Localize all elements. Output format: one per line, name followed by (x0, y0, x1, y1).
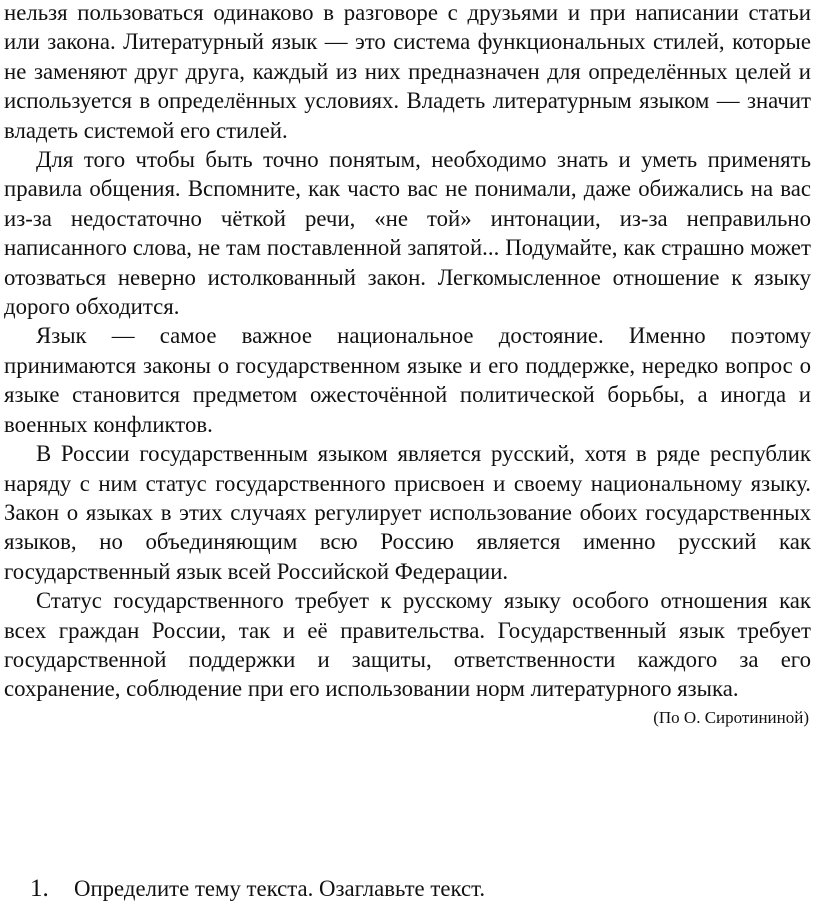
paragraph-2: Для того чтобы быть точно понятым, необходимо знать и уметь применять правила общения. Вспомните, как часто вас не понимали, даже обижались на вас из-за недостаточно чёткой речи, «не той» интонации, из-за неправильно написанного слова, не там поставленной запятой... Подумайте, как страшно может отозваться неверно истолкованный закон. Легкомысленное отношение к языку дорого обходится. (4, 147, 811, 320)
paragraph-5: Статус государственного требует к русскому языку особого отношения как всех граждан России, так и её правительства. Государственный язык требует государственной поддержки и защиты, ответственности каждого за его сохранение, соблюдение при его использовании норм литературного языка. (4, 588, 811, 702)
paragraph-3: Язык — самое важное национальное достояние. Именно поэтому принимаются законы о государственном языке и его поддержке, нередко вопрос о языке становится предметом ожесточённой политической борьбы, а иногда и военных конфликтов. (4, 323, 811, 437)
task-number: 1. (30, 875, 49, 902)
task-text: Определите тему текста. Озаглавьте текст. (74, 876, 486, 901)
task-item (30, 874, 485, 904)
source-attribution: (По О. Сиротининой) (653, 707, 809, 727)
document-body (4, 0, 811, 729)
paragraph-4: В России государственным языком является русский, хотя в ряде республик наряду с ним статус государственного присвоен и своему национальному языку. Закон о языках в этих случаях регулирует использование обоих государственных языков, но объединяющим всю Россию является именно русский как государственный язык всей Российской Федерации. (4, 441, 811, 584)
paragraph-1: нельзя пользоваться одинаково в разговоре с друзьями и при написании статьи или закона. Литературный язык — это система функциональных стилей, которые не заменяют друг друга, каждый из них предназначен для определённых целей и используется в определённых условиях. Владеть литературным языком — значит владеть системой его стилей. (4, 0, 811, 143)
